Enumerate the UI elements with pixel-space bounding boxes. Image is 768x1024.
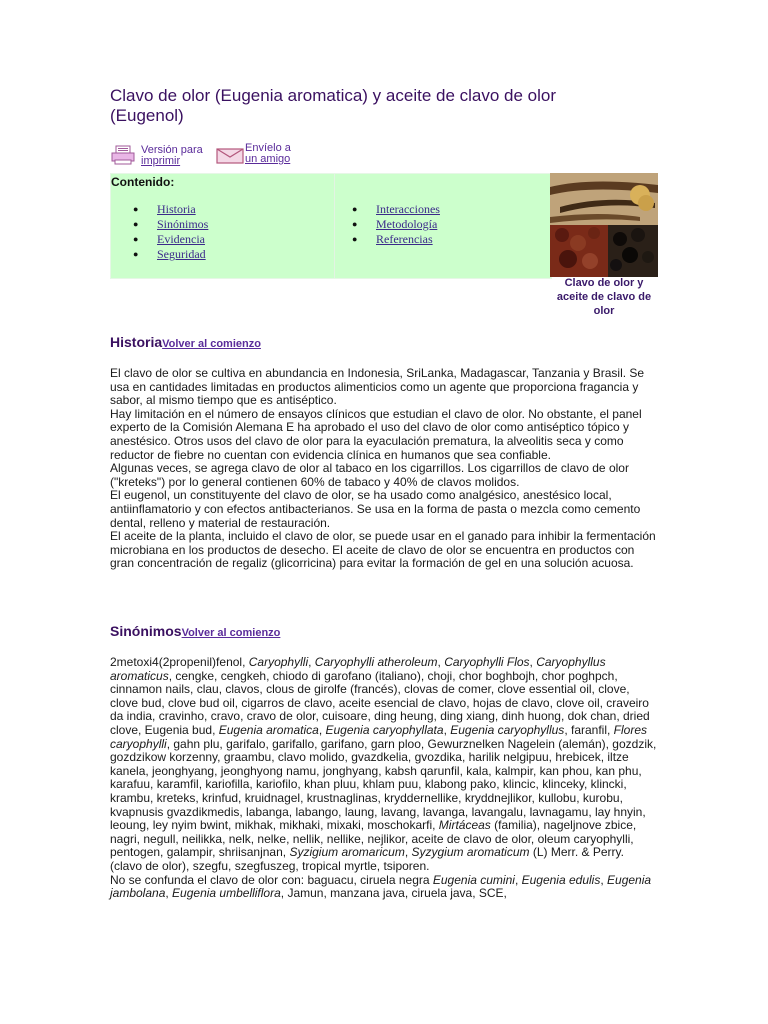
- clove-photo: [550, 173, 658, 277]
- contents-box: [110, 173, 552, 279]
- contents-link[interactable]: Referencias: [376, 232, 433, 246]
- synonyms-heading: [110, 623, 280, 639]
- contents-item: [330, 202, 440, 217]
- species-name: Caryophylli atheroleum: [314, 655, 438, 669]
- synonym-text: ,: [318, 722, 326, 737]
- contents-link[interactable]: Sinónimos: [157, 217, 209, 231]
- synonym-text: ,: [308, 655, 315, 669]
- photo-caption: Clavo de olor y aceite de clavo de olor: [556, 277, 652, 317]
- bullet-icon: ●: [133, 234, 139, 244]
- contents-link[interactable]: Seguridad: [157, 247, 206, 261]
- contents-link[interactable]: Metodología: [376, 217, 438, 231]
- contents-item: [111, 232, 208, 247]
- synonyms-paragraph: [110, 656, 658, 874]
- species-name: Eugenia jambolana: [110, 872, 652, 901]
- synonyms-back-link[interactable]: Volver al comienzo: [181, 627, 281, 639]
- print-line1: Versión para: [141, 144, 203, 156]
- synonym-text: ,: [600, 872, 608, 887]
- contents-item: [111, 217, 208, 232]
- synonyms-title: Sinónimos: [110, 623, 182, 639]
- species-name: Caryophyllus aromaticus: [110, 655, 606, 683]
- species-name: Mirtáceas: [438, 818, 491, 833]
- print-line2: imprimir: [141, 155, 181, 167]
- bullet-icon: ●: [352, 204, 358, 214]
- bullet-icon: ●: [352, 234, 358, 244]
- history-back-link[interactable]: Volver al comienzo: [162, 338, 261, 350]
- history-paragraph: Hay limitación en el número de ensayos clínicos que estudian el clavo de olor. No obstante, el panel experto de la Comisión Alemana E ha aprobado el uso del clavo de olor como antiséptico tópico y anestésico. Otros usos del clavo de olor para la eyaculación prematura, la alveolitis seca y como reductor de fiebre no cuentan con evidencia clínica en humanos que sea confiable.: [110, 406, 642, 462]
- contents-link[interactable]: Historia: [157, 202, 196, 216]
- synonym-text: ,: [437, 655, 445, 669]
- species-name: Eugenia edulis: [521, 872, 601, 887]
- synonym-text: 2metoxi4(2propenil)fenol,: [110, 655, 249, 669]
- confuse-paragraph: [110, 874, 658, 901]
- synonym-text: ,: [529, 655, 537, 669]
- contents-list-left: [111, 202, 208, 262]
- synonym-text: No se confunda el clavo de olor con: baguacu, ciruela negra: [110, 872, 433, 887]
- bullet-icon: ●: [133, 219, 139, 229]
- history-heading: [110, 334, 261, 350]
- history-paragraph: El clavo de olor se cultiva en abundancia en Indonesia, SriLanka, Madagascar, Tanzania y Brasil. Se usa en cantidades limitadas en productos alimenticios como un agente que proporciona fragancia y sabor, al mismo tiempo que es antiséptico.: [110, 366, 645, 408]
- history-title: Historia: [110, 334, 163, 350]
- contents-item: [111, 247, 208, 262]
- bullet-icon: ●: [352, 219, 358, 229]
- species-name: Eugenia caryophyllus: [450, 722, 565, 737]
- contents-item: [111, 202, 208, 217]
- species-name: Syzigium aromaricum: [289, 845, 405, 860]
- history-paragraph: El eugenol, un constituyente del clavo de olor, se ha usado como analgésico, anestésico local, antiinflamatorio y con efectos antibacterianos. Se usa en la forma de pasta o mezcla como cemento dental, relleno y material de restauración.: [110, 488, 641, 530]
- species-name: Eugenia aromatica: [218, 722, 319, 737]
- synonyms-text: [110, 656, 658, 901]
- species-name: Eugenia caryophyllata: [325, 722, 444, 737]
- species-name: Flores caryophylli: [110, 722, 648, 751]
- history-text: [110, 367, 658, 571]
- contents-item: [330, 217, 440, 232]
- contents-heading: Contenido:: [111, 175, 175, 189]
- species-name: Caryophylli Flos: [444, 655, 530, 669]
- clove-photo-image: [550, 173, 658, 277]
- synonym-text: ,: [404, 845, 412, 860]
- synonym-text: ,: [165, 886, 173, 901]
- contents-link[interactable]: Interacciones: [376, 202, 440, 216]
- species-name: Syzygium aromaticum: [411, 845, 530, 860]
- synonym-text: (L) Merr. & Perry. (clavo de olor), szegfu, szegfuszeg, tropical myrtle, tsiporen.: [110, 845, 624, 873]
- bullet-icon: ●: [133, 249, 139, 259]
- email-line1: Envíelo a: [245, 142, 291, 154]
- bullet-icon: ●: [133, 204, 139, 214]
- synonym-text: , Jamun, manzana java, ciruela java, SCE,: [280, 886, 507, 901]
- email-line2: un amigo: [245, 153, 291, 165]
- envelope-icon: [216, 145, 246, 165]
- synonym-text: ,: [443, 722, 451, 737]
- synonym-text: , cengke, cengkeh, chiodo di garofano (italiano), choji, chor boghbojh, chor poghpch, cinnamon nails, clau, clavos, clous de girolfe (francés), clovas de comer, clove essential oil, clove, clove bud, clove bud oil, cigarros de clavo, aceite esencial de clavo, hojas de clavo, clove oil, craveiro da india, cravinho, cravo, cravo de olor, cuisoare, ding heung, ding xiang, dinh huong, dok chan, dried clove, Eugenia bud,: [110, 668, 650, 737]
- contents-list-right: [330, 202, 440, 247]
- species-name: Eugenia cumini: [432, 872, 515, 887]
- synonym-text: , faranfil,: [564, 722, 614, 737]
- printer-icon: [110, 145, 138, 167]
- synonym-text: , gahn plu, garifalo, garifallo, garifano, garn ploo, Gewurznelken Nagelein (alemán), gozdzik, gozdzikow korzenny, graambu, clavo molido, gvazdkelia, gvozdika, harilik nelgipuu, hrebicek, iltze kanela, jeonghyang, jeonghyong namu, jonghyang, kabsh qarunfil, kala, kalmpir, kan phou, kan phu, karafuu, karamfil, kariofilla, kariofilo, khan pluu, khlam puu, klabong pako, klincic, klinceky, klincki, krambu, kreteks, krinfud, kruidnagel, krustnaglinas, kryddernellike, kryddnejlikor, kullobu, kurobu, kvapnusis gvazdikmedis, labanga, labango, laung, lavang, lavanga, lavangalu, lavnagamu, lay hnyin, leoung, ley nyim bwint, mikhak, mikhaki, mixaki, moschokarfi,: [110, 736, 657, 833]
- history-paragraph: El aceite de la planta, incluido el clavo de olor, se puede usar en el ganado para inhibir la fermentación microbiana en los productos de desecho. El aceite de clavo de olor se encuentra en productos con gran concentración de regaliz (glicorricina) para evitar la formación de gel en una solución acuosa.: [110, 529, 656, 571]
- contents-item: [330, 232, 440, 247]
- species-name: Caryophylli: [248, 655, 309, 669]
- synonym-text: (familia), nageljnove zbice, nagri, negull, neilikka, nelk, nelke, nellik, nellike, nejlikor, aceite de clavo de olor, oleum caryophylli, pentogen, galampir, shriisanjnan,: [110, 818, 637, 860]
- history-paragraph: Algunas veces, se agrega clavo de olor al tabaco en los cigarrillos. Los cigarrillos de clavo de olor ("kreteks") por lo general contienen 60% de tabaco y 40% de clavos molidos.: [110, 461, 629, 489]
- species-name: Eugenia umbelliflora: [172, 886, 281, 901]
- contents-link[interactable]: Evidencia: [157, 232, 205, 246]
- synonym-text: ,: [514, 872, 522, 887]
- page-title: Clavo de olor (Eugenia aromatica) y aceite de clavo de olor (Eugenol): [110, 86, 557, 125]
